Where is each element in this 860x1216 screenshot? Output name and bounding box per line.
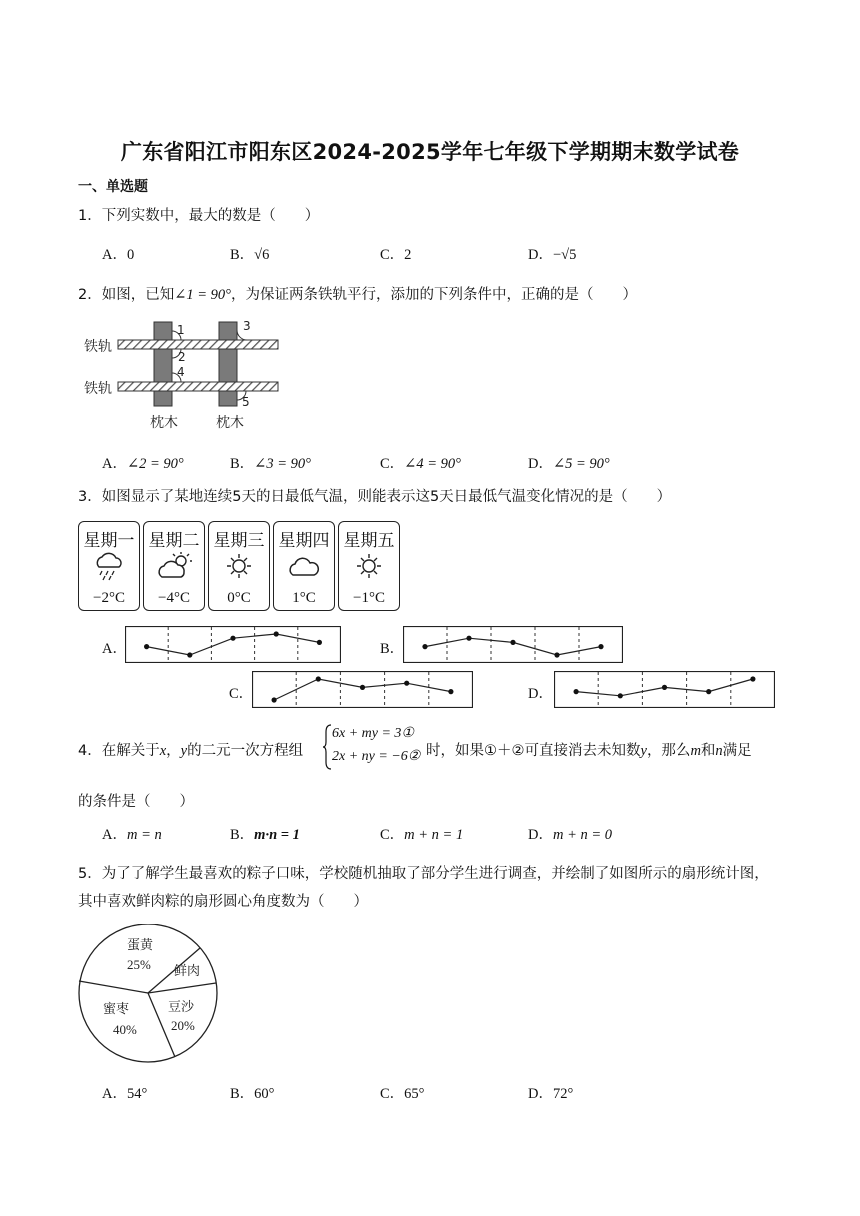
q4-option-a[interactable] bbox=[102, 823, 162, 844]
q2-stem bbox=[78, 283, 637, 304]
option-text: ∠2 = 90° bbox=[126, 456, 184, 472]
weekday-label: 星期一 bbox=[83, 531, 135, 551]
q2-option-b[interactable] bbox=[230, 452, 311, 473]
temperature-point bbox=[144, 644, 149, 649]
weather-card-monday bbox=[78, 521, 140, 611]
pie-chart bbox=[76, 924, 226, 1066]
pie-percent-date: 40% bbox=[113, 1022, 137, 1037]
q3-option-d-chart[interactable] bbox=[554, 671, 775, 708]
option-label: D． bbox=[528, 456, 553, 472]
temperature-point bbox=[618, 693, 623, 698]
q4-option-c[interactable] bbox=[380, 823, 463, 844]
angle-4-label: 4 bbox=[177, 365, 185, 379]
option-label: C． bbox=[380, 247, 405, 263]
q3-option-d-label[interactable]: D． bbox=[528, 686, 553, 702]
q2-stem-part: ，为保证两条铁轨平行，添加的下列条件中，正确的是（ ） bbox=[230, 287, 637, 303]
q3-option-b-chart[interactable] bbox=[403, 626, 623, 663]
sun-icon bbox=[221, 551, 257, 581]
option-text: m + n = 1 bbox=[404, 827, 464, 843]
q4-stem-part: 和 bbox=[700, 743, 716, 759]
q3-option-a-chart[interactable] bbox=[125, 626, 341, 663]
option-label: B． bbox=[230, 827, 255, 843]
weekday-label: 星期二 bbox=[148, 531, 200, 551]
q4-stem-end: 的条件是（ ） bbox=[78, 794, 194, 810]
q3-option-c-chart[interactable] bbox=[252, 671, 473, 708]
cloud-icon bbox=[286, 551, 322, 581]
chart-frame bbox=[126, 627, 341, 663]
q2-option-d[interactable] bbox=[528, 452, 610, 473]
angle-3-label: 3 bbox=[243, 319, 251, 333]
temperature-point bbox=[316, 676, 321, 681]
pie-label-date: 蜜枣 bbox=[103, 1002, 130, 1017]
partly-sunny-icon bbox=[156, 551, 196, 581]
option-text: 2 bbox=[404, 247, 412, 263]
option-label: A． bbox=[102, 1086, 127, 1102]
q4-option-b[interactable] bbox=[230, 823, 300, 844]
temperature-point bbox=[510, 640, 515, 645]
equation-1: 6x + my = 3① bbox=[332, 726, 414, 741]
option-text: 60° bbox=[254, 1086, 275, 1102]
option-label: C． bbox=[380, 827, 405, 843]
option-text: 65° bbox=[404, 1086, 425, 1102]
temperature-point bbox=[422, 644, 427, 649]
q3-stem: 3．如图显示了某地连续5天的日最低气温，则能表示这5天日最低气温变化情况的是（ ） bbox=[78, 489, 672, 505]
temperature-point bbox=[598, 644, 603, 649]
option-text: −√5 bbox=[552, 247, 577, 263]
q4-stem-part: ， bbox=[166, 743, 181, 759]
railway-figure bbox=[80, 316, 290, 436]
temperature-point bbox=[750, 676, 755, 681]
temperature-point bbox=[187, 652, 192, 657]
temperature: −1°C bbox=[353, 590, 385, 606]
option-label: D． bbox=[528, 1086, 553, 1102]
q1-option-d[interactable] bbox=[528, 243, 576, 264]
sleeper-left bbox=[154, 322, 172, 406]
q3-option-a-label[interactable]: A． bbox=[102, 641, 127, 657]
q5-option-a[interactable] bbox=[102, 1082, 147, 1103]
option-label: A． bbox=[102, 827, 127, 843]
rail-top bbox=[118, 340, 278, 349]
q1-option-b[interactable] bbox=[230, 243, 269, 264]
q4-stem-part: 时，如果①＋②可直接消去未知数 bbox=[426, 743, 641, 759]
option-text: m·n = 1 bbox=[254, 827, 300, 843]
q2-stem-angle: ∠1 = 90° bbox=[174, 287, 231, 303]
q2-option-c[interactable] bbox=[380, 452, 461, 473]
pie-label-yolk: 蛋黄 bbox=[127, 938, 154, 953]
weather-card-wednesday bbox=[208, 521, 270, 611]
q2-option-a[interactable] bbox=[102, 452, 184, 473]
pie-label-pork: 鲜肉 bbox=[174, 964, 201, 979]
option-label: B． bbox=[230, 456, 255, 472]
q4-stem-part: 满足 bbox=[722, 743, 752, 759]
rain-cloud-icon bbox=[91, 551, 127, 581]
q1-option-a[interactable] bbox=[102, 243, 134, 264]
option-text: √6 bbox=[254, 247, 270, 263]
temperature-point bbox=[554, 652, 559, 657]
var-y: y bbox=[640, 743, 647, 759]
temperature-point bbox=[360, 685, 365, 690]
angle-5-label: 5 bbox=[242, 395, 250, 409]
q4-option-d[interactable] bbox=[528, 823, 612, 844]
option-text: 54° bbox=[126, 1086, 148, 1102]
angle-2-label: 2 bbox=[178, 350, 186, 364]
option-label: B． bbox=[230, 247, 255, 263]
option-label: B． bbox=[230, 1086, 255, 1102]
q5-option-c[interactable] bbox=[380, 1082, 424, 1103]
temperature: 1°C bbox=[292, 590, 316, 606]
q3-option-c-label[interactable]: C． bbox=[229, 686, 254, 702]
q5-option-d[interactable] bbox=[528, 1082, 573, 1103]
temperature-point bbox=[404, 681, 409, 686]
weekday-label: 星期四 bbox=[278, 531, 330, 551]
rail-bottom bbox=[118, 382, 278, 391]
q4-stem-cont bbox=[426, 739, 752, 760]
pie-percent-yolk: 25% bbox=[127, 957, 151, 972]
temperature: 0°C bbox=[227, 590, 251, 606]
temperature-point bbox=[448, 689, 453, 694]
option-text: 72° bbox=[552, 1086, 574, 1102]
temperature: −2°C bbox=[93, 590, 125, 606]
weather-card-thursday bbox=[273, 521, 335, 611]
option-text: ∠5 = 90° bbox=[552, 456, 610, 472]
q5-stem-line-1: 5．为了了解学生最喜欢的粽子口味，学校随机抽取了部分学生进行调查，并绘制了如图所示的扇形统计图， bbox=[78, 866, 769, 882]
weekday-label: 星期三 bbox=[213, 531, 265, 551]
sleeper-right bbox=[219, 322, 237, 406]
temperature-point bbox=[274, 631, 279, 636]
sleeper-label-2: 枕木 bbox=[216, 415, 244, 431]
temperature-point bbox=[662, 685, 667, 690]
temperature-point bbox=[272, 697, 277, 702]
option-text: 0 bbox=[126, 247, 135, 263]
equation-system-brace bbox=[322, 724, 332, 770]
q4-stem bbox=[78, 739, 303, 760]
q1-stem: 1．下列实数中，最大的数是（ ） bbox=[78, 208, 320, 224]
temperature: −4°C bbox=[158, 590, 190, 606]
page-title: 广东省阳江市阳东区2024-2025学年七年级下学期期末数学试卷 bbox=[120, 140, 740, 164]
rail-label-1: 铁轨 bbox=[84, 339, 112, 355]
temperature-point bbox=[317, 640, 322, 645]
option-text: ∠3 = 90° bbox=[254, 456, 311, 472]
sleeper-label-1: 枕木 bbox=[150, 415, 178, 431]
temperature-point bbox=[706, 689, 711, 694]
sun-icon bbox=[351, 551, 387, 581]
section-heading: 一、单选题 bbox=[78, 179, 148, 195]
weekday-label: 星期五 bbox=[343, 531, 395, 551]
equation-2: 2x + ny = −6② bbox=[332, 749, 421, 764]
rail-label-2: 铁轨 bbox=[84, 381, 112, 397]
weather-card-tuesday bbox=[143, 521, 205, 611]
q5-stem-line-2: 其中喜欢鲜肉粽的扇形圆心角度数为（ ） bbox=[78, 894, 368, 910]
var-n: n bbox=[715, 743, 723, 759]
q4-stem-part: ，那么 bbox=[646, 743, 691, 759]
var-m: m bbox=[690, 743, 701, 759]
option-label: D． bbox=[528, 827, 553, 843]
temperature-point bbox=[230, 636, 235, 641]
option-label: A． bbox=[102, 456, 127, 472]
q1-option-c[interactable] bbox=[380, 243, 411, 264]
pie-label-bean: 豆沙 bbox=[168, 1000, 195, 1015]
pie-divider-date-yolk bbox=[79, 981, 148, 993]
option-text: ∠4 = 90° bbox=[404, 456, 461, 472]
weather-card-friday bbox=[338, 521, 400, 611]
option-label: D． bbox=[528, 247, 553, 263]
q2-stem-part: 2．如图，已知 bbox=[78, 287, 175, 303]
var-x: x bbox=[159, 743, 167, 759]
q3-option-b-label[interactable]: B． bbox=[380, 641, 405, 657]
var-y: y bbox=[180, 743, 188, 759]
option-text: m + n = 0 bbox=[552, 827, 613, 843]
temperature-point bbox=[466, 636, 471, 641]
pie-percent-bean: 20% bbox=[171, 1018, 195, 1033]
option-label: A． bbox=[102, 247, 127, 263]
q4-stem-part: 4．在解关于 bbox=[78, 743, 160, 759]
temperature-point bbox=[574, 689, 579, 694]
angle-1-label: 1 bbox=[177, 323, 185, 337]
q4-stem-part: 的二元一次方程组 bbox=[187, 743, 304, 759]
option-label: C． bbox=[380, 456, 405, 472]
option-text: m = n bbox=[126, 827, 162, 843]
option-label: C． bbox=[380, 1086, 405, 1102]
q5-option-b[interactable] bbox=[230, 1082, 274, 1103]
